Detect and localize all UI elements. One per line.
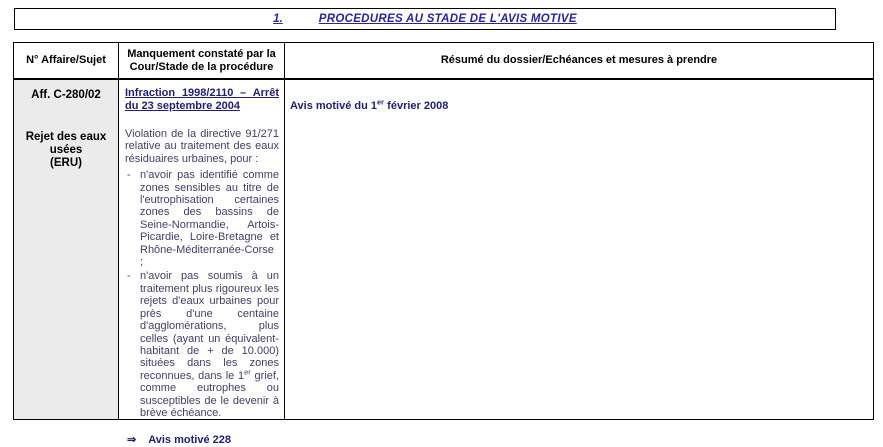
summary-text-prefix: Avis motivé du 1 [290, 100, 378, 112]
infringement-intro: Violation de la directive 91/271 relative au traitement des eaux résiduaires urbaines, pour : [125, 128, 279, 165]
summary-cell [285, 80, 873, 419]
case-cell [14, 80, 119, 419]
bullet-dash-icon: - [127, 270, 131, 283]
infringement-bullet-1-text: n'avoir pas identifié comme zones sensibles au titre de l'eutrophisation certaines zones des bassins de Seine-Normandie, Artois-Picardie, Loire-Bretagne et Rhône-Méditerranée-Corse ; [140, 169, 279, 269]
conclusion-line [125, 434, 279, 446]
summary-text-suffix: février 2008 [384, 100, 449, 112]
section-title-box [14, 8, 836, 30]
conclusion-text: Avis motivé 228 [148, 434, 231, 447]
case-subject-line2: (ERU) [50, 157, 82, 169]
infringement-bullet-2 [125, 270, 279, 419]
case-subject-line1: Rejet des eaux usées [25, 131, 107, 156]
infringement-bullet-2-text-after: grief, comme eutrophes ou susceptibles de le devenir à brève échéance. [140, 369, 279, 419]
procedures-table [13, 42, 874, 447]
col-header-manquement: Manquement constaté par la Cour/Stade de la procédure [119, 43, 285, 80]
bullet-dash-icon: - [127, 169, 131, 182]
infringement-bullet-1 [125, 169, 279, 268]
col-header-affaire-sujet: N° Affaire/Sujet [14, 43, 119, 80]
infringement-heading: Infraction 1998/2110 – Arrêt du 23 septembre 2004 [125, 87, 279, 112]
col-header-resume: Résumé du dossier/Echéances et mesures à prendre [285, 43, 873, 80]
section-number: 1. [273, 13, 283, 25]
infringement-bullet-2-text-before: n'avoir pas soumis à un traitement plus rigoureux les rejets d'eaux urbaines pour près d'une centaine d'agglomérations, plus celles (ayant un équivalent-habitant de + de 10.000) situées dans les zones reconnues, dans le 1 [140, 270, 279, 382]
ordinal-superscript: er [377, 97, 385, 107]
ordinal-superscript: er [244, 367, 251, 377]
infringement-cell [119, 80, 285, 447]
double-arrow-icon: ⇒ [127, 434, 137, 447]
section-title: PROCEDURES AU STADE DE L'AVIS MOTIVE [318, 13, 577, 25]
case-number: Aff. C-280/02 [31, 89, 101, 101]
